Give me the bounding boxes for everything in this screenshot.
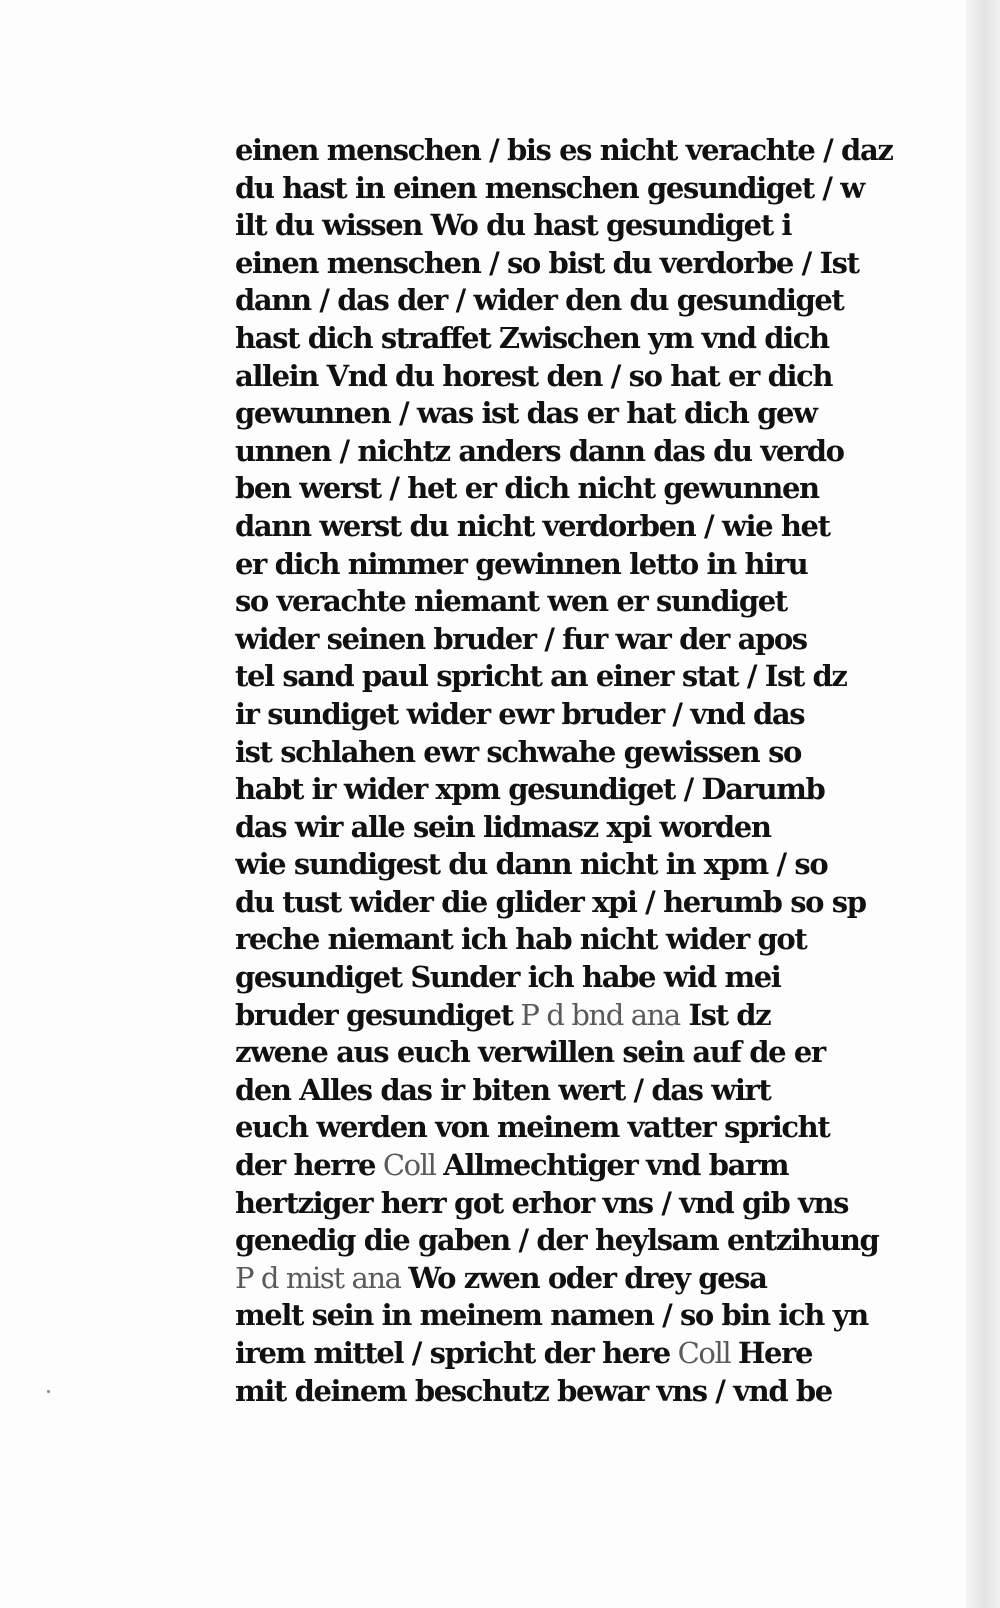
manuscript-line <box>235 846 965 884</box>
line-text: so verachte niemant wen er sundiget <box>235 584 787 619</box>
line-text: allein Vnd du horest den / so hat er dich <box>235 358 833 393</box>
manuscript-line <box>235 734 965 772</box>
line-text: ben werst / het er dich nicht gewunnen <box>235 471 819 506</box>
line-text: ir sundiget wider ewr bruder / vnd das <box>235 696 805 731</box>
manuscript-line <box>235 1373 965 1411</box>
manuscript-line <box>235 470 965 508</box>
manuscript-line <box>235 546 965 584</box>
manuscript-line <box>235 1185 965 1223</box>
line-text: der herre <box>235 1148 376 1183</box>
line-text: er dich nimmer gewinnen letto in hiru <box>235 546 808 581</box>
line-text: hast dich straffet Zwischen ym vnd dich <box>235 320 829 355</box>
manuscript-line <box>235 696 965 734</box>
line-text: gewunnen / was ist das er hat dich gew <box>235 396 817 431</box>
manuscript-line <box>235 1072 965 1110</box>
line-text: einen menschen / bis es nicht verachte / daz <box>235 133 893 167</box>
manuscript-line <box>235 884 965 922</box>
line-text: Ist dz <box>679 997 771 1032</box>
line-text: unnen / nichtz anders dann das du verdo <box>235 433 844 468</box>
line-text: ist schlahen ewr schwahe gewissen so <box>235 734 801 769</box>
manuscript-line <box>235 1260 965 1298</box>
manuscript-line <box>235 358 965 396</box>
line-text: mit deinem beschutz bewar vns / vnd be <box>235 1373 832 1408</box>
line-text: den Alles das ir biten wert / das wirt <box>235 1072 771 1107</box>
manuscript-line <box>235 245 965 283</box>
line-text: habt ir wider xpm gesundiget / Darumb <box>235 772 825 807</box>
line-text: gesundiget Sunder ich habe wid mei <box>235 960 781 995</box>
manuscript-line <box>235 170 965 208</box>
manuscript-line <box>235 583 965 621</box>
line-text: du hast in einen menschen gesundiget / w <box>235 170 864 205</box>
line-text: einen menschen / so bist du verdorbe / Ist <box>235 245 859 280</box>
ink-speck <box>47 1390 50 1393</box>
line-text: zwene aus euch verwillen sein auf de er <box>235 1035 825 1070</box>
manuscript-line <box>235 395 965 433</box>
line-text: wie sundigest du dann nicht in xpm / so <box>235 847 828 882</box>
manuscript-line <box>235 320 965 358</box>
line-text: bruder gesundiget <box>235 997 513 1032</box>
manuscript-line <box>235 1034 965 1072</box>
manuscript-line <box>235 433 965 471</box>
manuscript-line <box>235 1147 965 1185</box>
line-text: Here <box>738 1336 813 1370</box>
manuscript-line <box>235 1335 965 1373</box>
manuscript-line <box>235 809 965 847</box>
manuscript-line <box>235 658 965 696</box>
line-text: hertziger herr got erhor vns / vnd gib vns <box>235 1185 849 1220</box>
manuscript-line <box>235 1109 965 1147</box>
manuscript-line <box>235 1297 965 1335</box>
page-edge-shadow <box>966 0 1000 1608</box>
line-text: tel sand paul spricht an einer stat / Ist dz <box>235 659 847 694</box>
line-text: dann werst du nicht verdorben / wie het <box>235 508 830 543</box>
line-text: Wo zwen oder drey gesa <box>408 1260 767 1295</box>
line-text: wider seinen bruder / fur war der apos <box>235 621 807 656</box>
manuscript-text-block <box>235 132 965 1410</box>
line-text: das wir alle sein lidmasz xpi worden <box>235 809 771 844</box>
manuscript-line <box>235 508 965 546</box>
line-text: ilt du wissen Wo du hast gesundiget i <box>235 208 791 243</box>
manuscript-line <box>235 959 965 997</box>
rubric-annotation: Coll <box>669 1336 739 1370</box>
manuscript-line <box>235 997 965 1035</box>
manuscript-line <box>235 921 965 959</box>
line-text: reche niemant ich hab nicht wider got <box>235 922 807 957</box>
line-text: du tust wider die glider xpi / herumb so sp <box>235 884 866 919</box>
rubric-annotation: P d bnd ana <box>512 997 680 1032</box>
line-text: genedig die gaben / der heylsam entzihung <box>235 1223 879 1258</box>
line-text: melt sein in meinem namen / so bin ich yn <box>235 1298 868 1333</box>
line-text: Allmechtiger vnd barm <box>443 1148 789 1183</box>
rubric-annotation: P d mist ana <box>235 1260 409 1295</box>
manuscript-line <box>235 132 965 170</box>
line-text: irem mittel / spricht der here <box>235 1336 670 1370</box>
line-text: euch werden von meinem vatter spricht <box>235 1110 830 1145</box>
manuscript-line <box>235 771 965 809</box>
rubric-annotation: Coll <box>375 1148 444 1183</box>
line-text: dann / das der / wider den du gesundiget <box>235 283 844 318</box>
manuscript-line <box>235 207 965 245</box>
manuscript-line <box>235 621 965 659</box>
manuscript-line <box>235 282 965 320</box>
manuscript-line <box>235 1222 965 1260</box>
